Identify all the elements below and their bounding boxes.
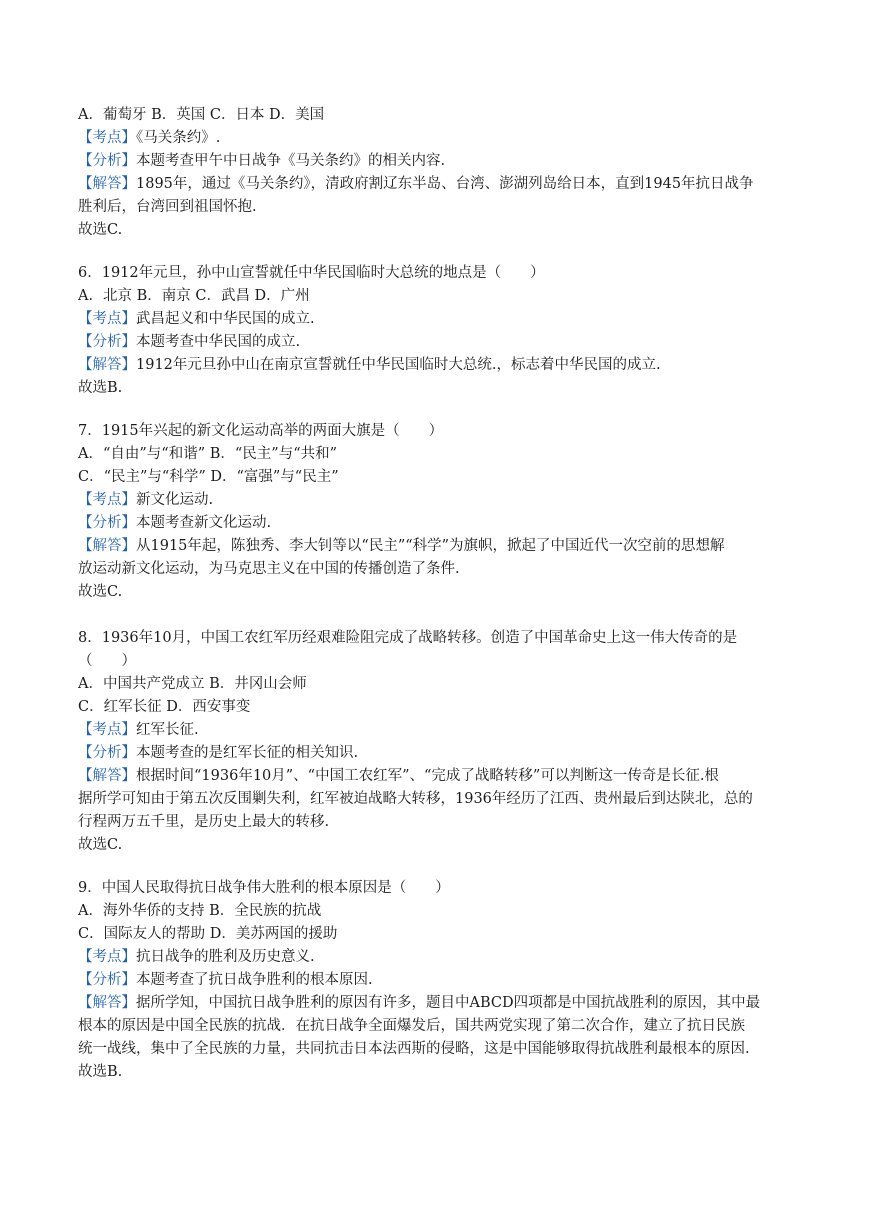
q5-kaodian: 【考点】《马关条约》. (78, 130, 221, 146)
q9-jieda-3: 统一战线，集中了全民族的力量，共同抗击日本法西斯的侵略，这是中国能够取得抗战胜利最根本的原因. (78, 1041, 750, 1057)
q8-question-2: （ ） (78, 653, 136, 669)
q5-fenxi: 【分析】本题考查甲午中日战争《马关条约》的相关内容. (78, 153, 446, 169)
q6-kaodian: 【考点】武昌起义和中华民国的成立. (78, 311, 315, 327)
q5-options: A．葡萄牙 B．英国 C．日本 D．美国 (78, 107, 325, 123)
question-5-block (78, 104, 798, 242)
jieda-tag: 【解答】 (78, 357, 136, 373)
q9-kaodian: 【考点】抗日战争的胜利及历史意义. (78, 949, 315, 965)
q9-jieda-1: 【解答】据所学知，中国抗日战争胜利的原因有许多，题目中ABCD四项都是中国抗战胜利的原因，其中最 (78, 995, 761, 1011)
q6-options: A．北京 B．南京 C．武昌 D．广州 (78, 288, 310, 304)
q7-fenxi: 【分析】本题考查新文化运动. (78, 515, 272, 531)
kaodian-tag: 【考点】 (78, 311, 136, 327)
q7-answer: 故选C. (78, 584, 123, 600)
question-7-block (78, 420, 798, 604)
question-6-block (78, 262, 798, 400)
jieda-tag: 【解答】 (78, 768, 136, 784)
question-9-block (78, 877, 798, 1084)
question-8-block (78, 627, 798, 857)
kaodian-tag: 【考点】 (78, 949, 136, 965)
q9-options-1: A．海外华侨的支持 B．全民族的抗战 (78, 903, 322, 919)
q9-question: 9．中国人民取得抗日战争伟大胜利的根本原因是（ ） (78, 880, 450, 896)
q9-fenxi: 【分析】本题考查了抗日战争胜利的根本原因. (78, 972, 373, 988)
q8-jieda-3: 行程两万五千里，是历史上最大的转移. (78, 814, 330, 830)
q6-fenxi: 【分析】本题考查中华民国的成立. (78, 334, 301, 350)
q9-answer: 故选B. (78, 1064, 123, 1080)
fenxi-tag: 【分析】 (78, 515, 136, 531)
q8-jieda-1: 【解答】根据时间“1936年10月”、“中国工农红军”、“完成了战略转移”可以判断这一传奇是长征.根 (78, 768, 719, 784)
q5-jieda-2: 胜利后，台湾回到祖国怀抱. (78, 199, 257, 215)
kaodian-tag: 【考点】 (78, 722, 136, 738)
kaodian-tag: 【考点】 (78, 492, 136, 508)
q7-jieda-2: 放运动新文化运动，为马克思主义在中国的传播创造了条件. (78, 561, 460, 577)
jieda-tag: 【解答】 (78, 538, 136, 554)
q6-jieda-1: 【解答】1912年元旦孙中山在南京宣誓就任中华民国临时大总统.，标志着中华民国的成立. (78, 357, 661, 373)
q5-jieda-1: 【解答】1895年，通过《马关条约》，清政府割辽东半岛、台湾、澎湖列岛给日本，直到1945年抗日战争 (78, 176, 754, 192)
fenxi-tag: 【分析】 (78, 334, 136, 350)
q7-options-1: A．“自由”与“和谐” B．“民主”与“共和” (78, 446, 338, 462)
q5-answer: 故选C. (78, 222, 123, 238)
fenxi-tag: 【分析】 (78, 745, 136, 761)
fenxi-tag: 【分析】 (78, 972, 136, 988)
q8-kaodian: 【考点】红军长征. (78, 722, 199, 738)
q9-jieda-2: 根本的原因是中国全民族的抗战．在抗日战争全面爆发后，国共两党实现了第二次合作，建立了抗日民族 (78, 1018, 745, 1034)
q8-question-1: 8．1936年10月，中国工农红军历经艰难险阻完成了战略转移。创造了中国革命史上这一伟大传奇的是 (78, 630, 738, 646)
q7-jieda-1: 【解答】从1915年起，陈独秀、李大钊等以“民主”“科学”为旗帜，掀起了中国近代一次空前的思想解 (78, 538, 725, 554)
q7-question: 7．1915年兴起的新文化运动高举的两面大旗是（ ） (78, 423, 444, 439)
jieda-tag: 【解答】 (78, 176, 136, 192)
q8-fenxi: 【分析】本题考查的是红军长征的相关知识. (78, 745, 359, 761)
q9-options-2: C．国际友人的帮助 D．美苏两国的援助 (78, 926, 338, 942)
kaodian-tag: 【考点】 (78, 130, 136, 146)
q8-options-1: A．中国共产党成立 B．井冈山会师 (78, 676, 307, 692)
q8-answer: 故选C. (78, 837, 123, 853)
q7-options-2: C．“民主”与“科学” D．“富强”与“民主” (78, 469, 339, 485)
jieda-tag: 【解答】 (78, 995, 136, 1011)
q6-question: 6．1912年元旦，孙中山宣誓就任中华民国临时大总统的地点是（ ） (78, 265, 545, 281)
q6-answer: 故选B. (78, 380, 123, 396)
q8-options-2: C．红军长征 D．西安事变 (78, 699, 251, 715)
fenxi-tag: 【分析】 (78, 153, 136, 169)
q8-jieda-2: 据所学可知由于第五次反围剿失利，红军被迫战略大转移，1936年经历了江西、贵州最后到达陕北，总的 (78, 791, 753, 807)
q7-kaodian: 【考点】新文化运动. (78, 492, 214, 508)
